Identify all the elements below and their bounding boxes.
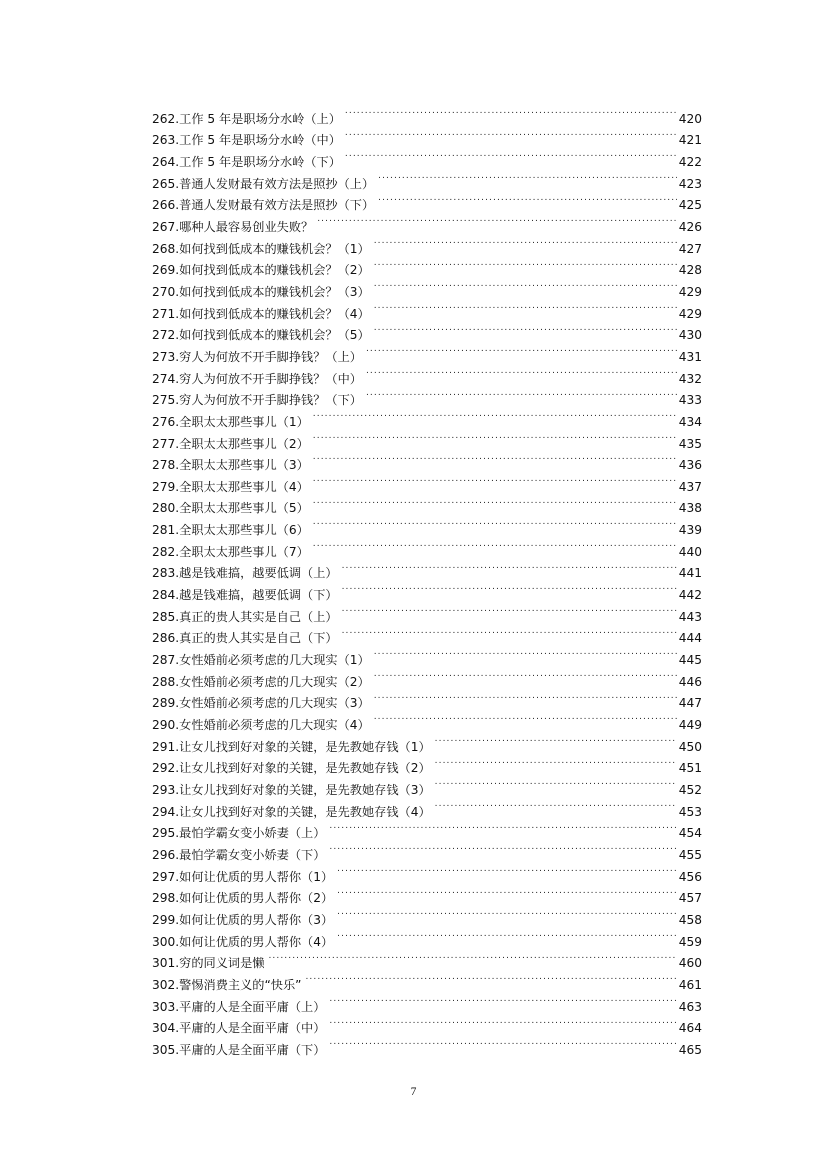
toc-entry-page: 436	[678, 458, 702, 473]
toc-entry-title: 全职太太那些事儿（2）	[179, 436, 309, 451]
toc-entry-title: 工作 5 年是职场分水岭（中）	[179, 133, 341, 148]
toc-entry-title: 让女儿找到好对象的关键，是先教她存钱（1）	[179, 739, 431, 754]
toc-dot-leader	[366, 383, 677, 405]
toc-entry-page: 447	[678, 696, 702, 711]
toc-entry-page: 444	[678, 631, 702, 646]
toc-entry-title: 平庸的人是全面平庸（上）	[179, 999, 326, 1014]
toc-entry-number: 280.	[152, 501, 180, 516]
toc-entry-page: 422	[678, 154, 702, 169]
toc-entry-title: 全职太太那些事儿（4）	[179, 479, 309, 494]
toc-entry-page: 429	[678, 284, 702, 299]
toc-entry-title: 真正的贵人其实是自己（下）	[179, 631, 338, 646]
toc-entry-title: 警惕消费主义的“快乐”	[179, 977, 302, 992]
toc-entry-page: 435	[678, 436, 702, 451]
toc-entry-page: 451	[678, 761, 702, 776]
toc-entry-page: 421	[678, 133, 702, 148]
toc-dot-leader	[313, 426, 677, 448]
toc-entry-title: 最怕学霸女变小娇妻（上）	[179, 826, 326, 841]
toc-entry-number: 267.	[152, 219, 180, 234]
toc-dot-leader	[435, 794, 677, 816]
toc-dot-leader	[435, 729, 677, 751]
toc-dot-leader	[342, 556, 677, 578]
toc-entry-number: 292.	[152, 761, 180, 776]
toc-entry-number: 305.	[152, 1042, 180, 1057]
toc-entry-number: 271.	[152, 306, 180, 321]
toc-entry-page: 457	[678, 891, 702, 906]
toc-entry-number: 284.	[152, 588, 180, 603]
toc-entry-title: 平庸的人是全面平庸（中）	[179, 1021, 326, 1036]
toc-entry-number: 300.	[152, 934, 180, 949]
toc-entry-page: 425	[678, 198, 702, 213]
toc-entry[interactable]	[152, 101, 702, 126]
toc-entry-title: 如何让优质的男人帮你（1）	[179, 869, 334, 884]
toc-dot-leader	[329, 816, 676, 838]
toc-dot-leader	[313, 491, 677, 513]
toc-entry-page: 452	[678, 783, 702, 797]
toc-dot-leader	[337, 859, 677, 881]
toc-entry-title: 全职太太那些事儿（5）	[179, 501, 309, 516]
toc-dot-leader	[313, 512, 677, 534]
toc-entry-number: 263.	[152, 133, 180, 148]
toc-entry-title: 如何找到低成本的赚钱机会？（5）	[179, 328, 370, 343]
toc-entry-page: 438	[678, 501, 702, 516]
toc-entry-number: 285.	[152, 609, 180, 624]
toc-entry-number: 275.	[152, 393, 180, 408]
toc-entry-number: 291.	[152, 739, 180, 754]
toc-entry-page: 426	[678, 219, 702, 234]
toc-dot-leader	[378, 166, 677, 188]
toc-entry-title: 越是钱难搞，越要低调（上）	[179, 566, 338, 581]
toc-dot-leader	[374, 253, 677, 275]
toc-entry-title: 穷人为何放不开手脚挣钱？（上）	[179, 349, 362, 364]
toc-entry-page: 441	[678, 566, 702, 581]
toc-entry-number: 302.	[152, 977, 180, 992]
toc-entry-title: 最怕学霸女变小娇妻（下）	[179, 847, 326, 862]
toc-entry-title: 全职太太那些事儿（7）	[179, 544, 309, 559]
toc-entry-number: 277.	[152, 436, 180, 451]
toc-entry-title: 全职太太那些事儿（1）	[179, 414, 309, 429]
toc-dot-leader	[345, 123, 677, 145]
toc-entry-number: 266.	[152, 198, 180, 213]
toc-entry-page: 437	[678, 479, 702, 494]
toc-entry-number: 293.	[152, 783, 180, 797]
toc-dot-leader	[313, 404, 677, 426]
toc-entry-title: 如何找到低成本的赚钱机会？（1）	[179, 241, 370, 256]
toc-entry-title: 普通人发财最有效方法是照抄（上）	[179, 176, 375, 191]
toc-entry-title: 工作 5 年是职场分水岭（上）	[179, 111, 341, 126]
toc-entry-title: 全职太太那些事儿（6）	[179, 523, 309, 538]
toc-entry-number: 301.	[152, 956, 180, 971]
toc-entry-number: 264.	[152, 154, 180, 169]
toc-dot-leader	[374, 274, 677, 296]
toc-entry-number: 296.	[152, 847, 180, 862]
toc-entry-title: 真正的贵人其实是自己（上）	[179, 609, 338, 624]
toc-dot-leader	[337, 924, 677, 946]
toc-entry-number: 286.	[152, 631, 180, 646]
toc-entry-page: 440	[678, 544, 702, 559]
toc-entry-number: 290.	[152, 718, 180, 733]
toc-dot-leader	[366, 339, 677, 361]
toc-entry-number: 299.	[152, 912, 180, 927]
toc-entry-title: 女性婚前必须考虑的几大现实（1）	[179, 653, 370, 668]
toc-entry-number: 279.	[152, 479, 180, 494]
toc-entry-page: 450	[678, 739, 702, 754]
toc-entry-title: 如何让优质的男人帮你（3）	[179, 912, 334, 927]
toc-entry-page: 423	[678, 176, 702, 191]
toc-dot-leader	[313, 534, 677, 556]
toc-dot-leader	[305, 967, 676, 989]
toc-entry-page: 428	[678, 263, 702, 278]
toc-entry-number: 272.	[152, 328, 180, 343]
toc-entry-title: 平庸的人是全面平庸（下）	[179, 1042, 326, 1057]
toc-entry-page: 432	[678, 371, 702, 386]
toc-entry-page: 456	[678, 869, 702, 884]
toc-entry-number: 273.	[152, 349, 180, 364]
toc-entry-number: 262.	[152, 111, 180, 126]
toc-dot-leader	[329, 837, 676, 859]
toc-dot-leader	[435, 772, 677, 794]
toc-dot-leader	[329, 1032, 676, 1054]
toc-entry-title: 女性婚前必须考虑的几大现实（2）	[179, 674, 370, 689]
toc-entry-page: 443	[678, 609, 702, 624]
toc-entry-number: 289.	[152, 696, 180, 711]
toc-entry-number: 287.	[152, 653, 180, 668]
toc-entry-title: 工作 5 年是职场分水岭（下）	[179, 154, 341, 169]
page-number: 7	[410, 1086, 417, 1098]
toc-entry-page: 429	[678, 306, 702, 321]
toc-entry-number: 274.	[152, 371, 180, 386]
toc-entry-number: 294.	[152, 804, 180, 819]
toc-entry-page: 461	[678, 977, 702, 992]
toc-dot-leader	[374, 686, 677, 708]
toc-entry-title: 如何让优质的男人帮你（2）	[179, 891, 334, 906]
table-of-contents	[152, 101, 702, 1057]
toc-entry-page: 431	[678, 349, 702, 364]
toc-dot-leader	[366, 361, 677, 383]
toc-dot-leader	[317, 209, 677, 231]
toc-entry-title: 让女儿找到好对象的关键，是先教她存钱（3）	[179, 783, 431, 797]
toc-entry-page: 433	[678, 393, 702, 408]
toc-entry-page: 442	[678, 588, 702, 603]
toc-entry-title: 穷人为何放不开手脚挣钱？（中）	[179, 371, 362, 386]
toc-entry-title: 女性婚前必须考虑的几大现实（4）	[179, 718, 370, 733]
toc-entry-page: 434	[678, 414, 702, 429]
toc-entry-number: 281.	[152, 523, 180, 538]
toc-dot-leader	[268, 946, 676, 968]
toc-dot-leader	[342, 599, 677, 621]
toc-entry-title: 哪种人最容易创业失败？	[179, 219, 314, 234]
toc-entry-number: 282.	[152, 544, 180, 559]
toc-entry-page: 439	[678, 523, 702, 538]
toc-dot-leader	[342, 577, 677, 599]
toc-entry-title: 越是钱难搞，越要低调（下）	[179, 588, 338, 603]
toc-dot-leader	[337, 881, 677, 903]
toc-dot-leader	[374, 231, 677, 253]
toc-entry-page: 420	[678, 111, 702, 126]
toc-entry-title: 穷的同义词是懒	[179, 956, 265, 971]
toc-entry-title: 普通人发财最有效方法是照抄（下）	[179, 198, 375, 213]
toc-dot-leader	[329, 1011, 676, 1033]
toc-entry-title: 如何让优质的男人帮你（4）	[179, 934, 334, 949]
toc-entry-page: 445	[678, 653, 702, 668]
toc-entry-page: 453	[678, 804, 702, 819]
toc-entry-page: 427	[678, 241, 702, 256]
toc-entry-page: 463	[678, 999, 702, 1014]
toc-entry-number: 304.	[152, 1021, 180, 1036]
toc-entry-page: 430	[678, 328, 702, 343]
toc-entry-number: 268.	[152, 241, 180, 256]
toc-dot-leader	[345, 144, 677, 166]
toc-entry-page: 454	[678, 826, 702, 841]
toc-entry-title: 让女儿找到好对象的关键，是先教她存钱（4）	[179, 804, 431, 819]
toc-dot-leader	[337, 902, 677, 924]
toc-entry-page: 465	[678, 1042, 702, 1057]
toc-entry-title: 全职太太那些事儿（3）	[179, 458, 309, 473]
toc-entry-page: 458	[678, 912, 702, 927]
toc-entry-title: 让女儿找到好对象的关键，是先教她存钱（2）	[179, 761, 431, 776]
toc-entry-number: 298.	[152, 891, 180, 906]
toc-entry-number: 278.	[152, 458, 180, 473]
toc-dot-leader	[342, 621, 677, 643]
toc-dot-leader	[374, 642, 677, 664]
toc-dot-leader	[378, 188, 677, 210]
toc-entry-page: 459	[678, 934, 702, 949]
toc-entry-number: 288.	[152, 674, 180, 689]
toc-entry-title: 如何找到低成本的赚钱机会？（4）	[179, 306, 370, 321]
toc-entry-title: 穷人为何放不开手脚挣钱？（下）	[179, 393, 362, 408]
toc-dot-leader	[374, 296, 677, 318]
toc-entry-number: 269.	[152, 263, 180, 278]
toc-dot-leader	[313, 448, 677, 470]
toc-entry-number: 265.	[152, 176, 180, 191]
toc-entry-title: 如何找到低成本的赚钱机会？（3）	[179, 284, 370, 299]
toc-entry-number: 270.	[152, 284, 180, 299]
toc-dot-leader	[374, 707, 677, 729]
toc-entry-page: 449	[678, 718, 702, 733]
toc-dot-leader	[374, 318, 677, 340]
toc-entry-number: 283.	[152, 566, 180, 581]
toc-entry-number: 303.	[152, 999, 180, 1014]
toc-entry-title: 如何找到低成本的赚钱机会？（2）	[179, 263, 370, 278]
toc-entry-page: 460	[678, 956, 702, 971]
toc-dot-leader	[345, 101, 677, 123]
toc-dot-leader	[374, 664, 677, 686]
toc-entry-page: 464	[678, 1021, 702, 1036]
toc-entry-title: 女性婚前必须考虑的几大现实（3）	[179, 696, 370, 711]
toc-entry-page: 455	[678, 847, 702, 862]
toc-entry-page: 446	[678, 674, 702, 689]
toc-entry-number: 295.	[152, 826, 180, 841]
toc-dot-leader	[313, 469, 677, 491]
toc-dot-leader	[435, 751, 677, 773]
toc-entry-number: 276.	[152, 414, 180, 429]
toc-dot-leader	[329, 989, 676, 1011]
toc-entry-number: 297.	[152, 869, 180, 884]
